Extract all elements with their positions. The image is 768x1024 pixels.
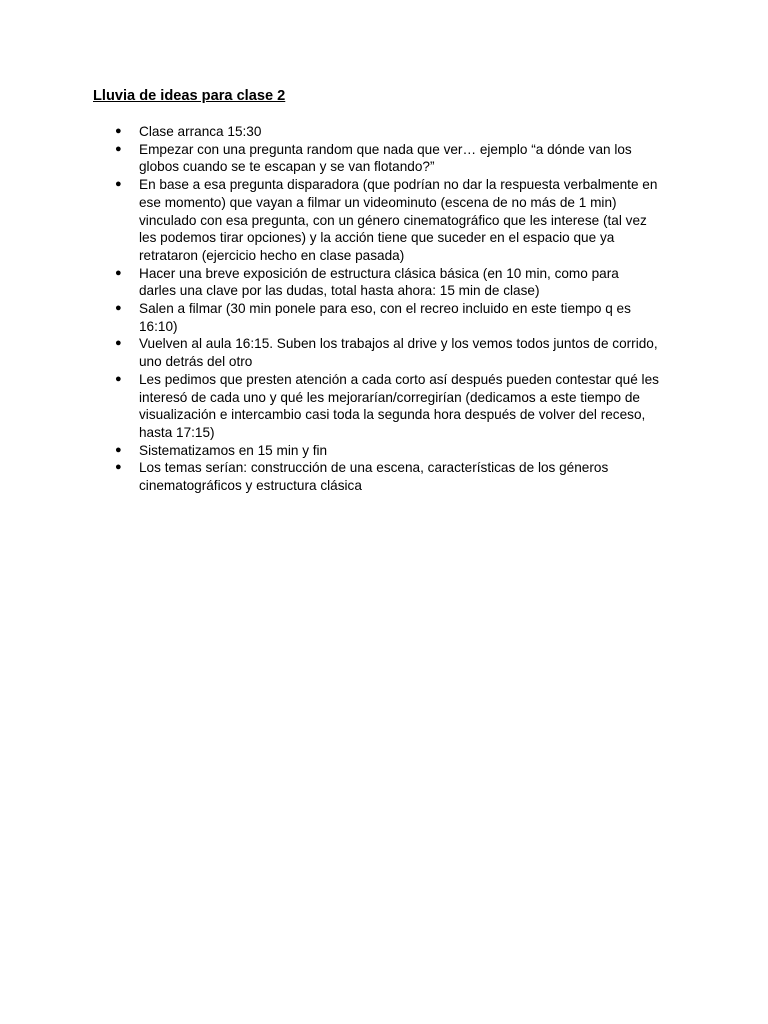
list-item-text: Los temas serían: construcción de una escena, características de los géneros cinematográficos y estructura clásica [139,460,609,494]
list-item [0,123,659,141]
bullet-icon: ● [115,302,122,315]
list-item-text: Hacer una breve exposición de estructura clásica básica (en 10 min, como para darles una clave por las dudas, total hasta ahora: 15 min de clase) [139,265,619,299]
bullet-icon: ● [115,461,122,474]
bullet-icon: ● [115,443,122,456]
bullet-icon: ● [115,178,122,191]
list-item-text: En base a esa pregunta disparadora (que podrían no dar la respuesta verbalmente en ese momento) que vayan a filmar un videominuto (escena de no más de 1 min) vinculado con esa pregunta, con un género cinematográfico que les interese (tal vez les podemos tirar opciones) y la acción tiene que suceder en el espacio que ya retrataron (ejercicio hecho en clase pasada) [139,177,658,263]
bullet-icon: ● [115,337,122,350]
bullet-icon: ● [115,372,122,385]
bullet-icon: ● [115,125,122,137]
list-item-text: Sistematizamos en 15 min y fin [139,442,328,458]
list-item-text: Les pedimos que presten atención a cada corto así después pueden contestar qué les interesó de cada uno y qué les mejorarían/corregirían (dedicamos a este tiempo de visualización e intercambio casi toda la segunda hora después de volver del receso, hasta 17:15) [139,371,659,440]
list-item [0,442,659,460]
list-item [0,300,659,335]
list-item [0,371,659,442]
bullet-icon: ● [115,142,122,155]
list-item-text: Clase arranca 15:30 [139,124,262,139]
document-title: Lluvia de ideas para clase 2 [93,88,286,104]
list-item-text: Salen a filmar (30 min ponele para eso, con el recreo incluido en este tiempo q es 16:10) [139,301,631,334]
list-item [0,141,659,176]
bullet-icon: ● [115,266,122,279]
bullet-list [0,123,768,495]
list-item [0,265,659,300]
list-item-text: Empezar con una pregunta random que nada que ver… ejemplo “a dónde van los globos cuando se te escapan y se van flotando?” [139,141,632,175]
list-item [0,335,659,370]
list-item-text: Vuelven al aula 16:15. Suben los trabajos al drive y los vemos todos juntos de corrido, uno detrás del otro [139,336,658,370]
list-item [0,459,659,494]
list-item [0,176,659,265]
